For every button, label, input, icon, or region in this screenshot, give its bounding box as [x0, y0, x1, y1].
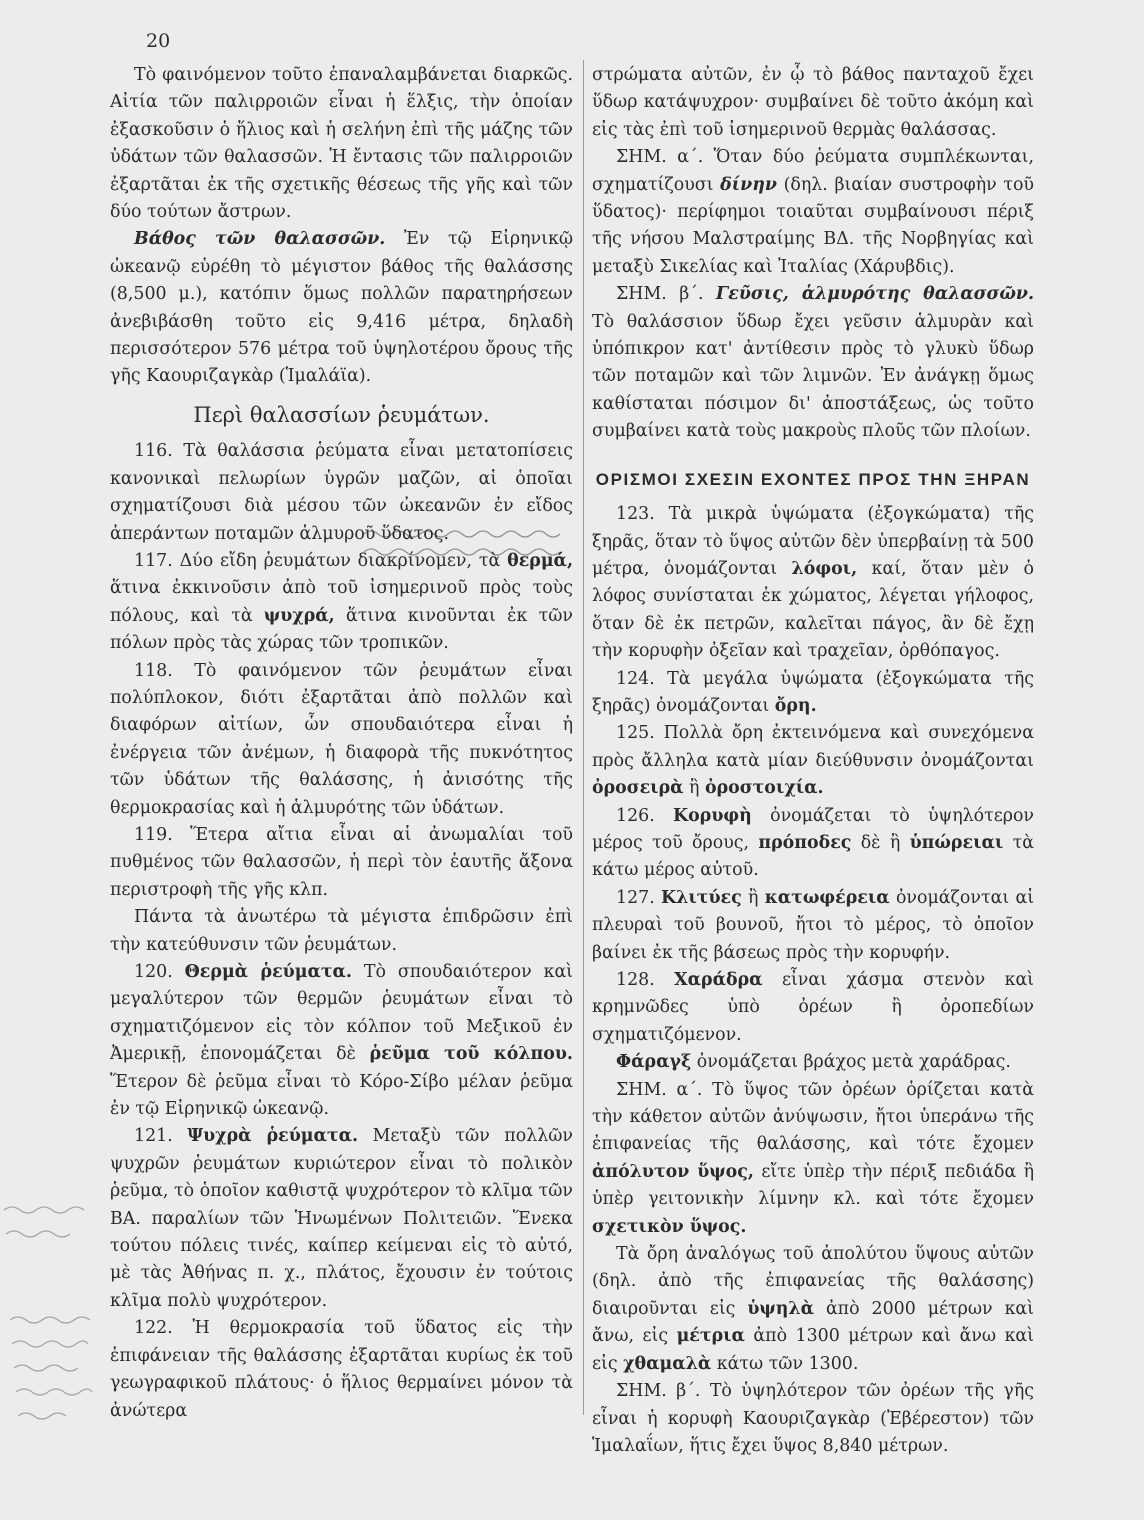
term-slopes: Κλιτύες — [661, 887, 742, 908]
term-chain: ὀροστοιχία. — [705, 778, 824, 799]
paragraph-127: 127. Κλιτύες ἢ κατωφέρεια ὀνομάζονται αἱ πλευραὶ τοῦ βουνοῦ, ἤτοι τὸ μέρος, τὸ ὁποῖον βαίνει ἐκ τῆς βάσεως πρὸς τὴν κορυφήν. — [592, 887, 1035, 963]
paragraph-128: 128. Χαράδρα εἶναι χάσμα στενὸν καὶ κρημνῶδες ὑπὸ ὀρέων ἢ ὀροπεδίων σχηματιζόμενον. — [592, 970, 1035, 1045]
note-whirlpool: ΣΗΜ. α΄. Ὅταν δύο ῥεύματα συμπλέκωνται, σχηματίζουσι δίνην (δηλ. βιαίαν συστροφὴν τοῦ ὕδατος)· περίφημοι τοιαῦται συμβαίνουσι πέριξ τῆς νήσου Μαλστραίμης ΒΔ. τῆς Νορβηγίας καὶ μεταξὺ Σικελίας καὶ Ἰταλίας (Χάρυβδις). — [592, 147, 1035, 277]
paragraph-sea-depth: Βάθος τῶν θαλασσῶν. Ἐν τῷ Εἰρηνικῷ ὠκεανῷ εὑρέθη τὸ μέγιστον βάθος τῆς θαλάσσης (8,500 μ.), κατόπιν ὅμως πολλῶν παρατηρήσεων ἀνεβιβάσθη τοῦτο εἰς 9,416 μέτρα, δηλαδὴ περισσότερον 576 μέτρα τοῦ ὑψηλοτέρου ὄρους τῆς γῆς Καουριζαγκὰρ (Ἱμαλάϊα). — [110, 229, 574, 387]
paragraph-121: 121. Ψυχρὰ ῥεύματα. Μεταξὺ τῶν πολλῶν ψυχρῶν ῥευμάτων κυριώτερον εἶναι τὸ πολικὸν ῥεῦμα, τὸ ὁποῖον καθιστᾷ ψυχρότερον τὸ κλῖμα τῶν ΒΑ. παραλίων τῶν Ἡνωμένων Πολιτειῶν. Ἕνεκα τούτου πόλεις τινές, καίπερ κείμεναι εἰς τὸ αὐτό, μὲ τὰς Ἀθήνας π. χ., πλάτος, ἔχουσιν ἐν τούτοις κλῖμα πολὺ ψυχρότερον. — [110, 1126, 573, 1311]
term-gulf-stream: ῥεῦμα τοῦ κόλπου. — [369, 1044, 573, 1065]
paragraph-125: 125. Πολλὰ ὄρη ἐκτεινόμενα καὶ συνεχόμενα πρὸς ἄλληλα κατὰ μίαν διεύθυνσιν ὀνομάζονται ὀροσειρὰ ἢ ὀροστοιχία. — [592, 723, 1034, 799]
term-low: χθαμαλὰ — [623, 1353, 712, 1374]
term-cold: ψυχρά, — [263, 605, 335, 626]
term-absolute-height: ἀπόλυτον ὕψος, — [592, 1161, 754, 1182]
term-foothills: πρόποδες — [758, 832, 852, 853]
paragraph-122: 122. Ἡ θερμοκρασία τοῦ ὕδατος εἰς τὴν ἐπιφάνειαν τῆς θαλάσσης ἐξαρτᾶται κυρίως ἐκ τοῦ γεωγραφικοῦ πλάτους· ὁ ἥλιος θερμαίνει μόνον τὰ ἀνώτερα — [110, 1318, 573, 1421]
note-salinity: ΣΗΜ. β΄. Γεῦσις, ἁλμυρότης θαλασσῶν. Τὸ θαλάσσιον ὕδωρ ἔχει γεῦσιν ἁλμυρὰν καὶ ὑπόπικρον κατ' ἀντίθεσιν πρὸς τὸ γλυκὺ ὕδωρ τῶν ποταμῶν καὶ τῶν λιμνῶν. Ἐν ἀνάγκῃ ὅμως καθίσταται πόσιμον δι' ἀποστάξεως, ὡς τοῦτο συμβαίνει κατὰ τοὺς μακροὺς πλοῦς τῶν πλοίων. — [592, 284, 1034, 442]
paragraph-119: 119. Ἕτερα αἴτια εἶναι αἱ ἀνωμαλίαι τοῦ πυθμένος τῶν θαλασσῶν, ἡ περὶ τὸν ἑαυτῆς ἄξονα περιστροφὴ τῆς γῆς κλπ. — [110, 824, 573, 900]
paragraph-119b: Πάντα τὰ ἀνωτέρω τὰ μέγιστα ἐπιδρῶσιν ἐπὶ τὴν κατεύθυνσιν τῶν ῥευμάτων. — [110, 907, 573, 955]
margin-pencil-marks — [0, 1190, 110, 1520]
paragraph-126: 126. Κορυφὴ ὀνομάζεται τὸ ὑψηλότερον μέρος τοῦ ὄρους, πρόποδες δὲ ἢ ὑπώρειαι τὰ κάτω μέρος αὐτοῦ. — [592, 805, 1035, 881]
note-everest: ΣΗΜ. β΄. Τὸ ὑψηλότερον τῶν ὀρέων τῆς γῆς εἶναι ἡ κορυφὴ Καουριζαγκὰρ (Ἐβέρεστον) τῶν Ἱμαλαΐων, ἥτις ἔχει ὕψος 8,840 μέτρων. — [592, 1381, 1034, 1456]
term-whirlpool: δίνην — [720, 174, 777, 195]
term-range: ὀροσειρὰ — [592, 778, 684, 799]
term-high: ὑψηλὰ — [747, 1298, 814, 1319]
term-sea-depth: Βάθος τῶν θαλασσῶν. — [134, 229, 386, 250]
right-column — [592, 62, 1034, 1460]
term-warm: θερμά, — [507, 550, 573, 571]
paragraph-123: 123. Τὰ μικρὰ ὑψώματα (ἐξογκώματα) τῆς ξηρᾶς, ὅταν τὸ ὕψος αὐτῶν δὲν ὑπερβαίνῃ τὰ 500 μέτρα, ὀνομάζονται λόφοι, καί, ὅταν μὲν ὁ λόφος συνίσταται ἐκ χώματος, λέγεται γήλοφος, ὅταν δὲ ἐκ πετρῶν, καλεῖται πάγος, ἂν δὲ ἔχῃ τὴν κορυφὴν ὀξεῖαν καὶ τραχεῖαν, ὀρθόπαγος. — [592, 504, 1034, 662]
left-column — [110, 62, 573, 1425]
paragraph-124: 124. Τὰ μεγάλα ὑψώματα (ἐξογκώματα τῆς ξηρᾶς) ὀνομάζονται ὄρη. — [592, 668, 1034, 716]
term-cold-currents: Ψυχρὰ ῥεύματα. — [187, 1126, 359, 1147]
term-salinity: Γεῦσις, ἁλμυρότης θαλασσῶν. — [715, 284, 1034, 305]
term-gorge: Φάραγξ — [616, 1052, 692, 1073]
paragraph-tides: Τὸ φαινόμενον τοῦτο ἐπαναλαμβάνεται διαρκῶς. Αἰτία τῶν παλιρροιῶν εἶναι ἡ ἕλξις, τὴν ὁποίαν ἐξασκοῦσιν ὁ ἥλιος καὶ ἡ σελήνη ἐπὶ τῆς μάζης τῶν ὑδάτων τῶν θαλασσῶν. Ἡ ἔντασις τῶν παλιρροιῶν ἐξαρτᾶται ἐκ τῆς σχετικῆς θέσεως τῆς γῆς καὶ τῶν δύο τούτων ἄστρων. — [110, 65, 573, 223]
term-peak: Κορυφὴ — [673, 805, 752, 826]
term-mountains: ὄρη. — [774, 695, 817, 716]
paragraph-116: 116. Τὰ θαλάσσια ῥεύματα εἶναι μετατοπίσεις κανονικαὶ πελωρίων ὑγρῶν μαζῶν, αἱ ὁποῖαι σχηματίζουσι διὰ μέσου τῶν ὠκεανῶν ἐν εἴδος ἀπεράντων ποταμῶν ἁλμυροῦ ὕδατος. — [110, 441, 573, 544]
term-ravine: Χαράδρα — [674, 970, 763, 990]
term-medium: μέτρια — [676, 1326, 745, 1347]
term-hills: λόφοι, — [791, 558, 858, 579]
paragraph-118: 118. Τὸ φαινόμενον τῶν ῥευμάτων εἶναι πολύπλοκον, διότι ἐξαρτᾶται ἀπὸ πολλῶν καὶ διαφόρων αἰτίων, ὧν σπουδαιότερα εἶναι ἡ ἐνέργεια τῶν ἀνέμων, ἡ διαφορὰ τῆς πυκνότητος τῶν ὑδάτων τῆς θαλάσσης, ἡ ἀνισότης τῆς θερμοκρασίας καὶ ἡ ἁλμυρότης τῶν ὑδάτων. — [110, 660, 573, 818]
paragraph-117: 117. Δύο εἴδη ῥευμάτων διακρίνομεν, τὰ θερμά, ἅτινα ἐκκινοῦσιν ἀπὸ τοῦ ἰσημερινοῦ πρὸς τοὺς πόλους, καὶ τὰ ψυχρά, ἅτινα κινοῦνται ἐκ τῶν πόλων πρὸς τὰς χώρας τῶν τροπικῶν. — [110, 550, 573, 654]
term-declivity: κατωφέρεια — [764, 887, 890, 908]
paragraph-mountain-classes: Τὰ ὄρη ἀναλόγως τοῦ ἀπολύτου ὕψους αὐτῶν (δηλ. ἀπὸ τῆς ἐπιφανείας τῆς θαλάσσης) διαιροῦνται εἰς ὑψηλὰ ἀπὸ 2000 μέτρων καὶ ἄνω, εἰς μέτρια ἀπὸ 1300 μέτρων καὶ ἄνω καὶ εἰς χθαμαλὰ κάτω τῶν 1300. — [592, 1244, 1034, 1374]
note-altitude: ΣΗΜ. α΄. Τὸ ὕψος τῶν ὀρέων ὁρίζεται κατὰ τὴν κάθετον αὐτῶν ἀνύψωσιν, ἤτοι ὑπεράνω τῆς ἐπιφανείας τῆς θαλάσσης, καὶ τότε ἔχομεν ἀπόλυτον ὕψος, εἴτε ὑπὲρ τὴν πέριξ πεδιάδα ἢ ὑπὲρ γειτονικὴν λίμνην κλ. καὶ τότε ἔχομεν σχετικὸν ὕψος. — [592, 1079, 1035, 1237]
section-heading-currents: Περὶ θαλασσίων ῥευμάτων. — [193, 402, 490, 427]
term-piedmont: ὑπώρειαι — [909, 832, 1004, 853]
page-number: 20 — [146, 30, 171, 52]
section-heading-land: ΟΡΙΣΜΟΙ ΣΧΕΣΙΝ ΕΧΟΝΤΕΣ ΠΡΟΣ ΤΗΝ ΞΗΡΑΝ — [595, 469, 1031, 489]
paragraph-continued: στρώματα αὐτῶν, ἐν ᾧ τὸ βάθος πανταχοῦ ἔχει ὕδωρ κατάψυχρον· συμβαίνει δὲ τοῦτο ἀκόμη καὶ εἰς τὰς ἐπὶ τοῦ ἰσημερινοῦ θερμὰς θαλάσσας. — [592, 65, 1034, 140]
term-warm-currents: Θερμὰ ῥεύματα. — [184, 962, 352, 982]
paragraph-gorge: Φάραγξ ὀνομάζεται βράχος μετὰ χαράδρας. — [616, 1052, 1011, 1073]
paragraph-120: 120. Θερμὰ ῥεύματα. Τὸ σπουδαιότερον καὶ μεγαλύτερον τῶν θερμῶν ῥευμάτων εἶναι τὸ σχηματιζόμενον εἰς τὸν κόλπον τοῦ Μεξικοῦ ἐν Ἀμερικῇ, ἐπονομάζεται δὲ ῥεῦμα τοῦ κόλπου. Ἕτερον δὲ ῥεῦμα εἶναι τὸ Κόρο-Σίβο μέλαν ῥεῦμα ἐν τῷ Εἰρηνικῷ ὠκεανῷ. — [110, 962, 574, 1120]
column-divider — [583, 60, 584, 1415]
term-relative-height: σχετικὸν ὕψος. — [592, 1216, 747, 1237]
